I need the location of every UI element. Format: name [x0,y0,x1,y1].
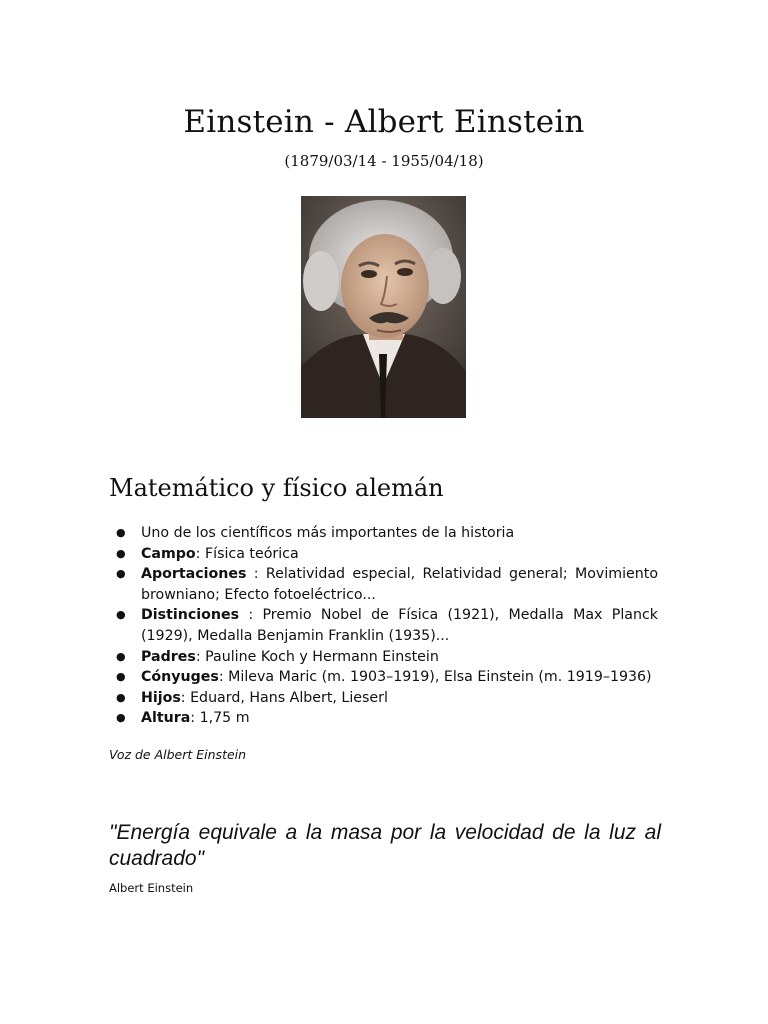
fact-text: Eduard, Hans Albert, Lieserl [190,689,388,706]
fact-label: Campo [141,545,196,562]
bullet-icon: ● [116,567,126,581]
list-item: ● Padres: Pauline Koch y Hermann Einstein [113,647,658,668]
bullet-icon: ● [116,546,126,560]
bullet-icon: ● [116,711,126,725]
bullet-icon: ● [116,608,126,622]
list-item: ● Altura: 1,75 m [113,708,658,729]
fact-label: Aportaciones [141,566,247,583]
list-item: ● Cónyuges: Mileva Maric (m. 1903–1919), Elsa Einstein (m. 1919–1936) [113,667,658,688]
fact-text: Física teórica [204,545,299,562]
fact-label: Cónyuges [141,669,219,686]
fact-label: Altura [141,710,191,727]
fact-text: Premio Nobel de Física (1921), Medalla Max Planck (1929), Medalla Benjamin Franklin (1935)... [141,607,658,644]
fact-label: Hijos [141,689,181,706]
fact-text: Relatividad especial, Relatividad general; Movimiento browniano; Efecto fotoeléctrico... [141,566,658,603]
list-item: ● Distinciones : Premio Nobel de Física (1921), Medalla Max Planck (1929), Medalla Benjamin Franklin (1935)... [116,607,658,644]
portrait-photo [301,196,466,418]
fact-label: Distinciones [141,607,240,624]
fact-text: Mileva Maric (m. 1903–1919), Elsa Einstein (m. 1919–1936) [228,669,652,686]
quote-author: Albert Einstein [109,881,194,895]
quote-text: "Energía equivale a la masa por la velocidad de la luz al cuadrado" [109,821,661,870]
bullet-icon: ● [116,670,126,684]
list-item: ● Hijos: Eduard, Hans Albert, Lieserl [113,688,658,709]
fact-label: Padres [141,648,196,665]
fact-text: 1,75 m [199,710,250,727]
list-item: ● Aportaciones : Relatividad especial, Relatividad general; Movimiento browniano; Efecto fotoeléctrico... [116,566,658,603]
voice-caption: Voz de Albert Einstein [109,747,247,762]
life-dates: (1879/03/14 - 1955/04/18) [284,152,484,170]
list-item [113,523,658,544]
fact-text: Uno de los científicos más importantes de la historia [141,525,515,541]
fact-text: Pauline Koch y Hermann Einstein [205,648,439,665]
bullet-icon: ● [116,690,126,704]
section-subtitle: Matemático y físico alemán [109,474,444,502]
facts-list [113,523,658,729]
bullet-icon: ● [116,526,126,539]
bullet-icon: ● [116,649,126,663]
page-title: Einstein - Albert Einstein [183,104,585,140]
list-item: ● Campo: Física teórica [113,544,658,565]
